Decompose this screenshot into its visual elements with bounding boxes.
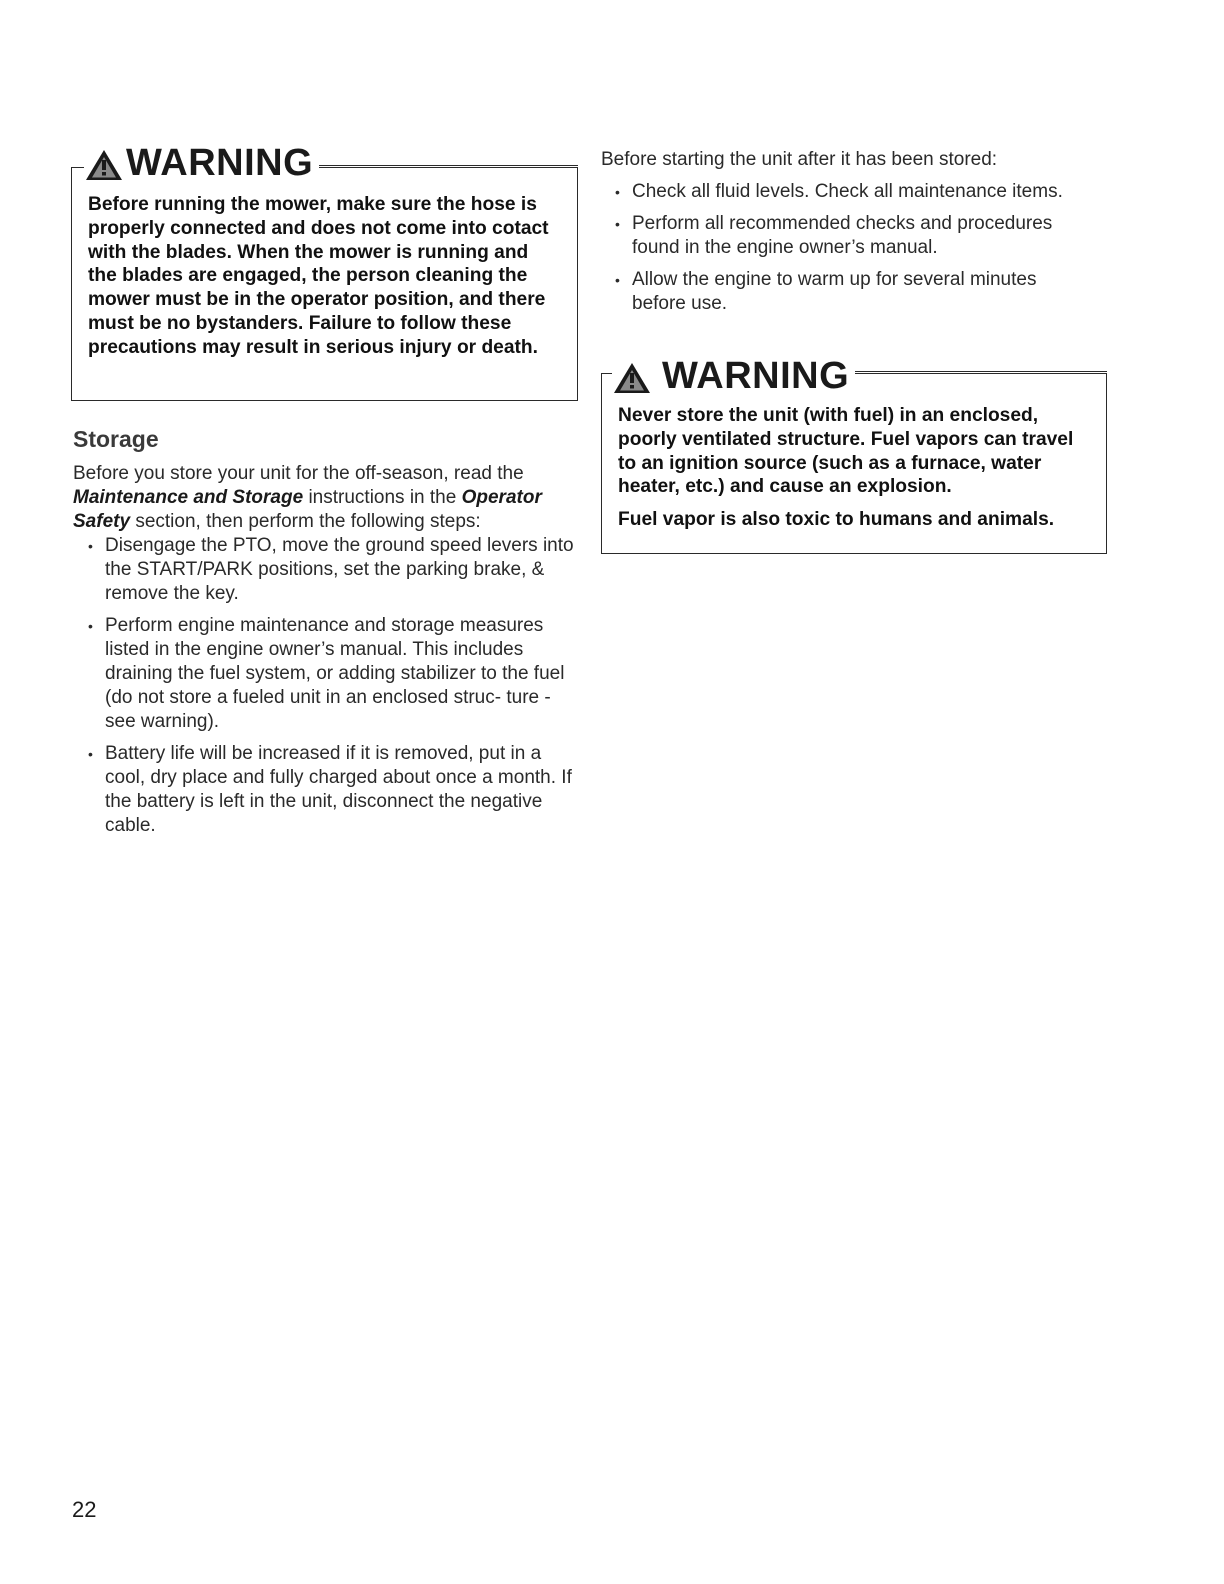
page-number: 22 [72,1497,97,1522]
storage-intro-text-3: section, then perform the following steps: [135,511,481,532]
warning-text-left: Before running the mower, make sure the hose is properly connected and does not come into cotact with the blades. When the mower is running and the blades are engaged, the person cleaning the mower must be in the operator position, and there must be no bystanders. Failure to follow these precautions may result in serious injury or death. [88,194,549,358]
storage-intro-bold-2: Operator Safety [73,487,542,532]
warning-text-right-2: Fuel vapor is also toxic to humans and animals. [618,509,1055,530]
storage-steps-list [75,534,577,846]
restart-steps-list [602,180,1092,324]
storage-intro-bold-1: Maintenance and Storage [73,487,304,508]
warning-header-right [612,357,855,395]
storage-intro-text-2: instructions in the [308,487,457,508]
bullet-icon: • [88,618,93,634]
list-item: • Disengage the PTO, move the ground speed levers into the START/PARK positions, set the parking brake, & remove the key. [88,535,574,604]
list-item: • Battery life will be increased if it is removed, put in a cool, dry place and fully charged about once a month. If the battery is left in the unit, disconnect the negative cable. [88,743,572,836]
list-item: • Check all fluid levels. Check all maintenance items. [615,181,1063,202]
bullet-icon: • [615,272,620,288]
list-item: • Allow the engine to warm up for several minutes before use. [615,269,1037,314]
bullet-icon: • [88,538,93,554]
bullet-icon: • [615,184,620,200]
warning-rule-right [840,371,1107,372]
storage-heading: Storage [73,426,159,452]
list-item: • Perform all recommended checks and procedures found in the engine owner’s manual. [615,213,1053,258]
warning-text-right-1: Never store the unit (with fuel) in an enclosed, poorly ventilated structure. Fuel vapors can travel to an ignition source (such as a furnace, water heater, etc.) and cause an explosion. [618,405,1074,498]
warning-rule-left [300,165,578,166]
storage-intro [73,462,573,534]
restart-intro: Before starting the unit after it has been stored: [601,149,998,170]
bullet-icon: • [615,216,620,232]
list-item: • Perform engine maintenance and storage measures listed in the engine owner’s manual. This includes draining the fuel system, or adding stabilizer to the fuel (do not store a fueled unit in an enclosed struc- ture - see warning). [88,615,565,732]
warning-triangle-icon [84,148,124,182]
warning-title-left: WARNING [126,142,314,184]
warning-title-right: WARNING [662,355,850,397]
storage-intro-text-1: Before you store your unit for the off-season, read the [73,463,524,484]
warning-triangle-icon [612,361,652,395]
warning-header-left [84,144,319,182]
bullet-icon: • [88,746,93,762]
